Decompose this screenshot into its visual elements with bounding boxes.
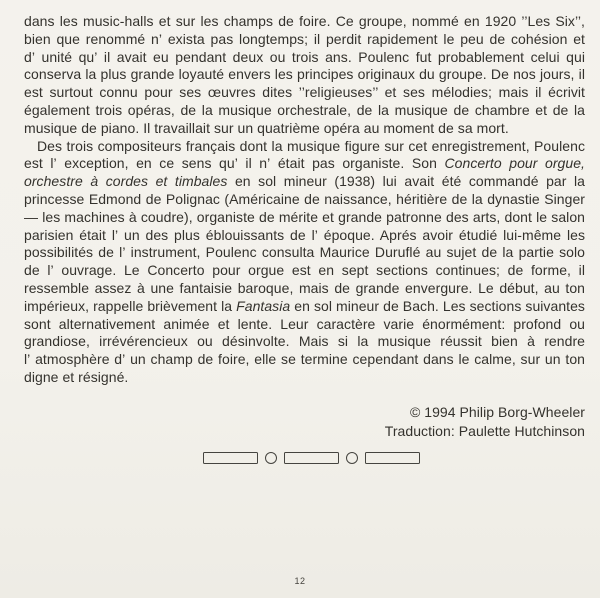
paragraph-text: en sol mineur (1938) lui avait été commandé par la princesse Edmond de Polignac (Américaine de naissance, héritière de la dynastie Singer — les machines à coudre), organiste de mérite et grande patronne des arts, dont le salon parisien était l’ un des plus éblouissants de l’ époque. Aprés avoir étudié lui-même les possibilités de l’ instrument, Poulenc consulta Maurice Duruflé au sujet de la partie solo de l’ ouvrage. Le Concerto pour orgue est en sept sections continues; de forme, il ressemble assez à une fantaisie baroque, mais de grande envergure. Le début, au ton impérieux, rappelle brièvement la <box>24 173 585 314</box>
divider-circle <box>265 452 277 464</box>
translation-credit-line: Traduction: Paulette Hutchinson <box>384 423 585 440</box>
divider-rectangle <box>203 452 258 464</box>
divider-rectangle <box>365 452 420 464</box>
paragraph-text: dans les music-halls et sur les champs de foire. Ce groupe, nommé en 1920 ’’Les Six’’, bien que renommé n’ exista pas longtemps; il perdit rapidement le peu de cohésion et d’ unité qu’ il avait eu pendant deux ou trois ans. Poulenc fut probablement celui qui conserva la plus grande loyauté envers les principes originaux du groupe. De nos jours, il est surtout connu pour ses œuvres dites ’’religieuses’’ et ses mélodies; mais il écrivit également trois opéras, de la musique orchestrale, de la musique de chambre et de la musique de piano. Il travaillait sur un quatrième opéra au moment de sa mort. <box>24 13 585 136</box>
page-number: 12 <box>294 576 306 586</box>
divider-rectangle <box>284 452 339 464</box>
paragraph-poulenc-concerto <box>24 138 585 387</box>
work-title-italic: Fantasia <box>236 297 291 314</box>
paragraph-continuation <box>24 13 585 138</box>
liner-notes-text <box>24 13 585 442</box>
paragraph-text: Des trois compositeurs français dont la musique figure sur cet enregistrement, Poulenc est l’ exception, en ce sens qu’ il n’ était pas organiste. Son <box>24 137 585 172</box>
divider-ornament <box>203 452 420 464</box>
paragraph-text: en sol mineur de Bach. Les sections suivantes sont alternativement animée et lente. Leur caractère varie énormément: profond ou grandiose, irrévérencieux ou désinvolte. Mais si la musique réussit bien à rendre l’ atmosphère d’ un champ de foire, elle se termine cependant dans le calme, sur un ton digne et résigné. <box>24 297 585 385</box>
copyright-line: © 1994 Philip Borg-Wheeler <box>409 403 585 420</box>
credits-block <box>24 403 585 442</box>
divider-circle <box>346 452 358 464</box>
work-title-italic: Concerto pour orgue, orchestre à cordes et timbales <box>24 155 585 190</box>
